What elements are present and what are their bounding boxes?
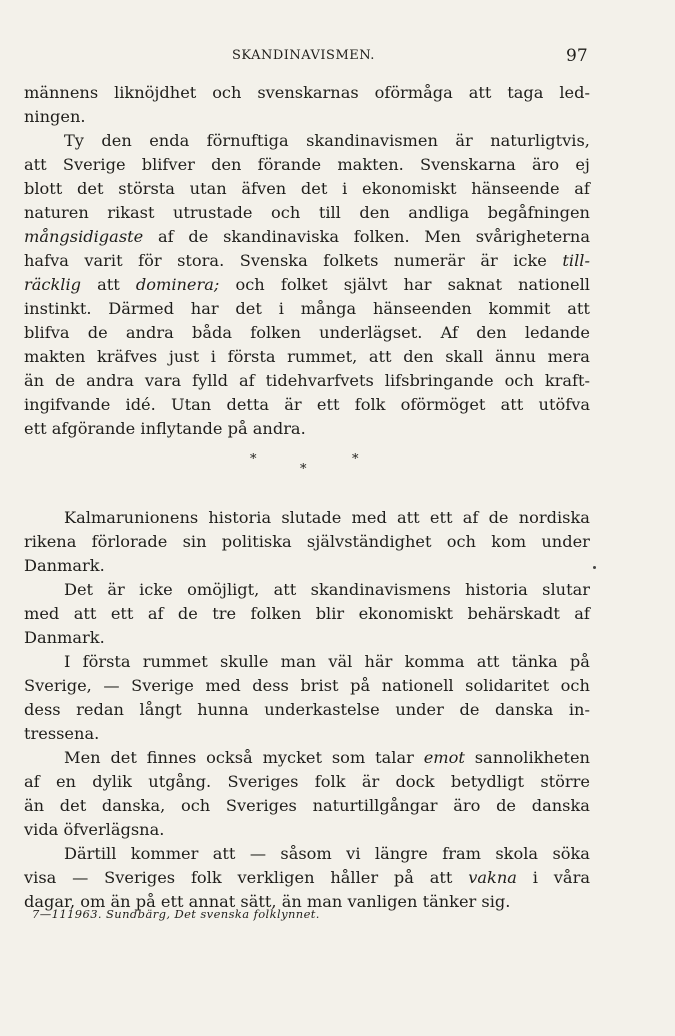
running-head — [0, 48, 675, 68]
text-line: naturen rikast utrustade och till den andliga begåfningen — [24, 203, 590, 222]
text-line: med att ett af de tre folken blir ekonomiskt behärskadt af — [24, 604, 590, 623]
text-line: af en dylik utgång. Sveriges folk är dock betydligt större — [24, 772, 590, 791]
text-line: tressena. — [24, 724, 100, 743]
text-line: än de andra vara fylld af tidehvarfvets lifsbringande och kraft- — [24, 371, 590, 390]
text-line: ningen. — [24, 107, 86, 126]
text-line: Danmark. — [24, 628, 105, 647]
text-line: ingifvande idé. Utan detta är ett folk oförmöget att utöfva — [24, 395, 590, 414]
text-line: Sverige, — Sverige med dess brist på nationell solidaritet och — [24, 676, 590, 695]
text-line: vida öfverlägsna. — [24, 820, 165, 839]
text-line: Danmark. — [24, 556, 105, 575]
text-line: hafva varit för stora. Svenska folkets numerär är icke till- — [24, 251, 590, 270]
page-number: 97 — [566, 46, 588, 66]
text-line: I första rummet skulle man väl här komma att tänka på — [64, 652, 590, 671]
section-separator — [250, 452, 370, 480]
text-line: instinkt. Därmed har det i många hänseenden kommit att — [24, 299, 590, 318]
signature-footer: 7—111963. Sundbärg, Det svenska folklynnet. — [32, 907, 320, 921]
text-line: dess redan långt hunna underkastelse under de danska in- — [24, 700, 590, 719]
text-line: räcklig att dominera; och folket självt har saknat nationell — [24, 275, 590, 294]
text-line: rikena förlorade sin politiska självständighet och kom under — [24, 532, 590, 551]
paragraph-block-2 — [24, 506, 590, 914]
text-line: makten kräfves just i första rummet, att den skall ännu mera — [24, 347, 590, 366]
text-line: visa — Sveriges folk verkligen håller på att vakna i våra — [24, 868, 590, 887]
paragraph-block-1 — [24, 81, 590, 441]
text-line: Men det finnes också mycket som talar emot sannolikheten — [64, 748, 590, 767]
text-line: att Sverige blifver den förande makten. Svenskarna äro ej — [24, 155, 590, 174]
text-line: Kalmarunionens historia slutade med att ett af de nordiska — [64, 508, 590, 527]
separator-star: * — [300, 462, 307, 477]
text-line: Ty den enda förnuftiga skandinavismen är naturligtvis, — [64, 131, 590, 150]
running-title: SKANDINAVISMEN. — [232, 48, 375, 63]
text-line: blifva de andra båda folken underlägset. Af den ledande — [24, 323, 590, 342]
print-speck — [593, 566, 596, 569]
text-line: Därtill kommer att — såsom vi längre fram skola söka — [64, 844, 590, 863]
text-line: mångsidigaste af de skandinaviska folken. Men svårigheterna — [24, 227, 590, 246]
text-line: blott det största utan äfven det i ekonomiskt hänseende af — [24, 179, 590, 198]
text-line: Det är icke omöjligt, att skandinavismens historia slutar — [64, 580, 590, 599]
text-line: männens liknöjdhet och svenskarnas oförmåga att taga led- — [24, 83, 590, 102]
separator-star: * — [250, 452, 257, 467]
text-line: än det danska, och Sveriges naturtillgångar äro de danska — [24, 796, 590, 815]
text-line: dagar, om än på ett annat sätt, än man vanligen tänker sig. — [24, 892, 511, 911]
text-line: ett afgörande inflytande på andra. — [24, 419, 306, 438]
separator-star: * — [352, 452, 359, 467]
